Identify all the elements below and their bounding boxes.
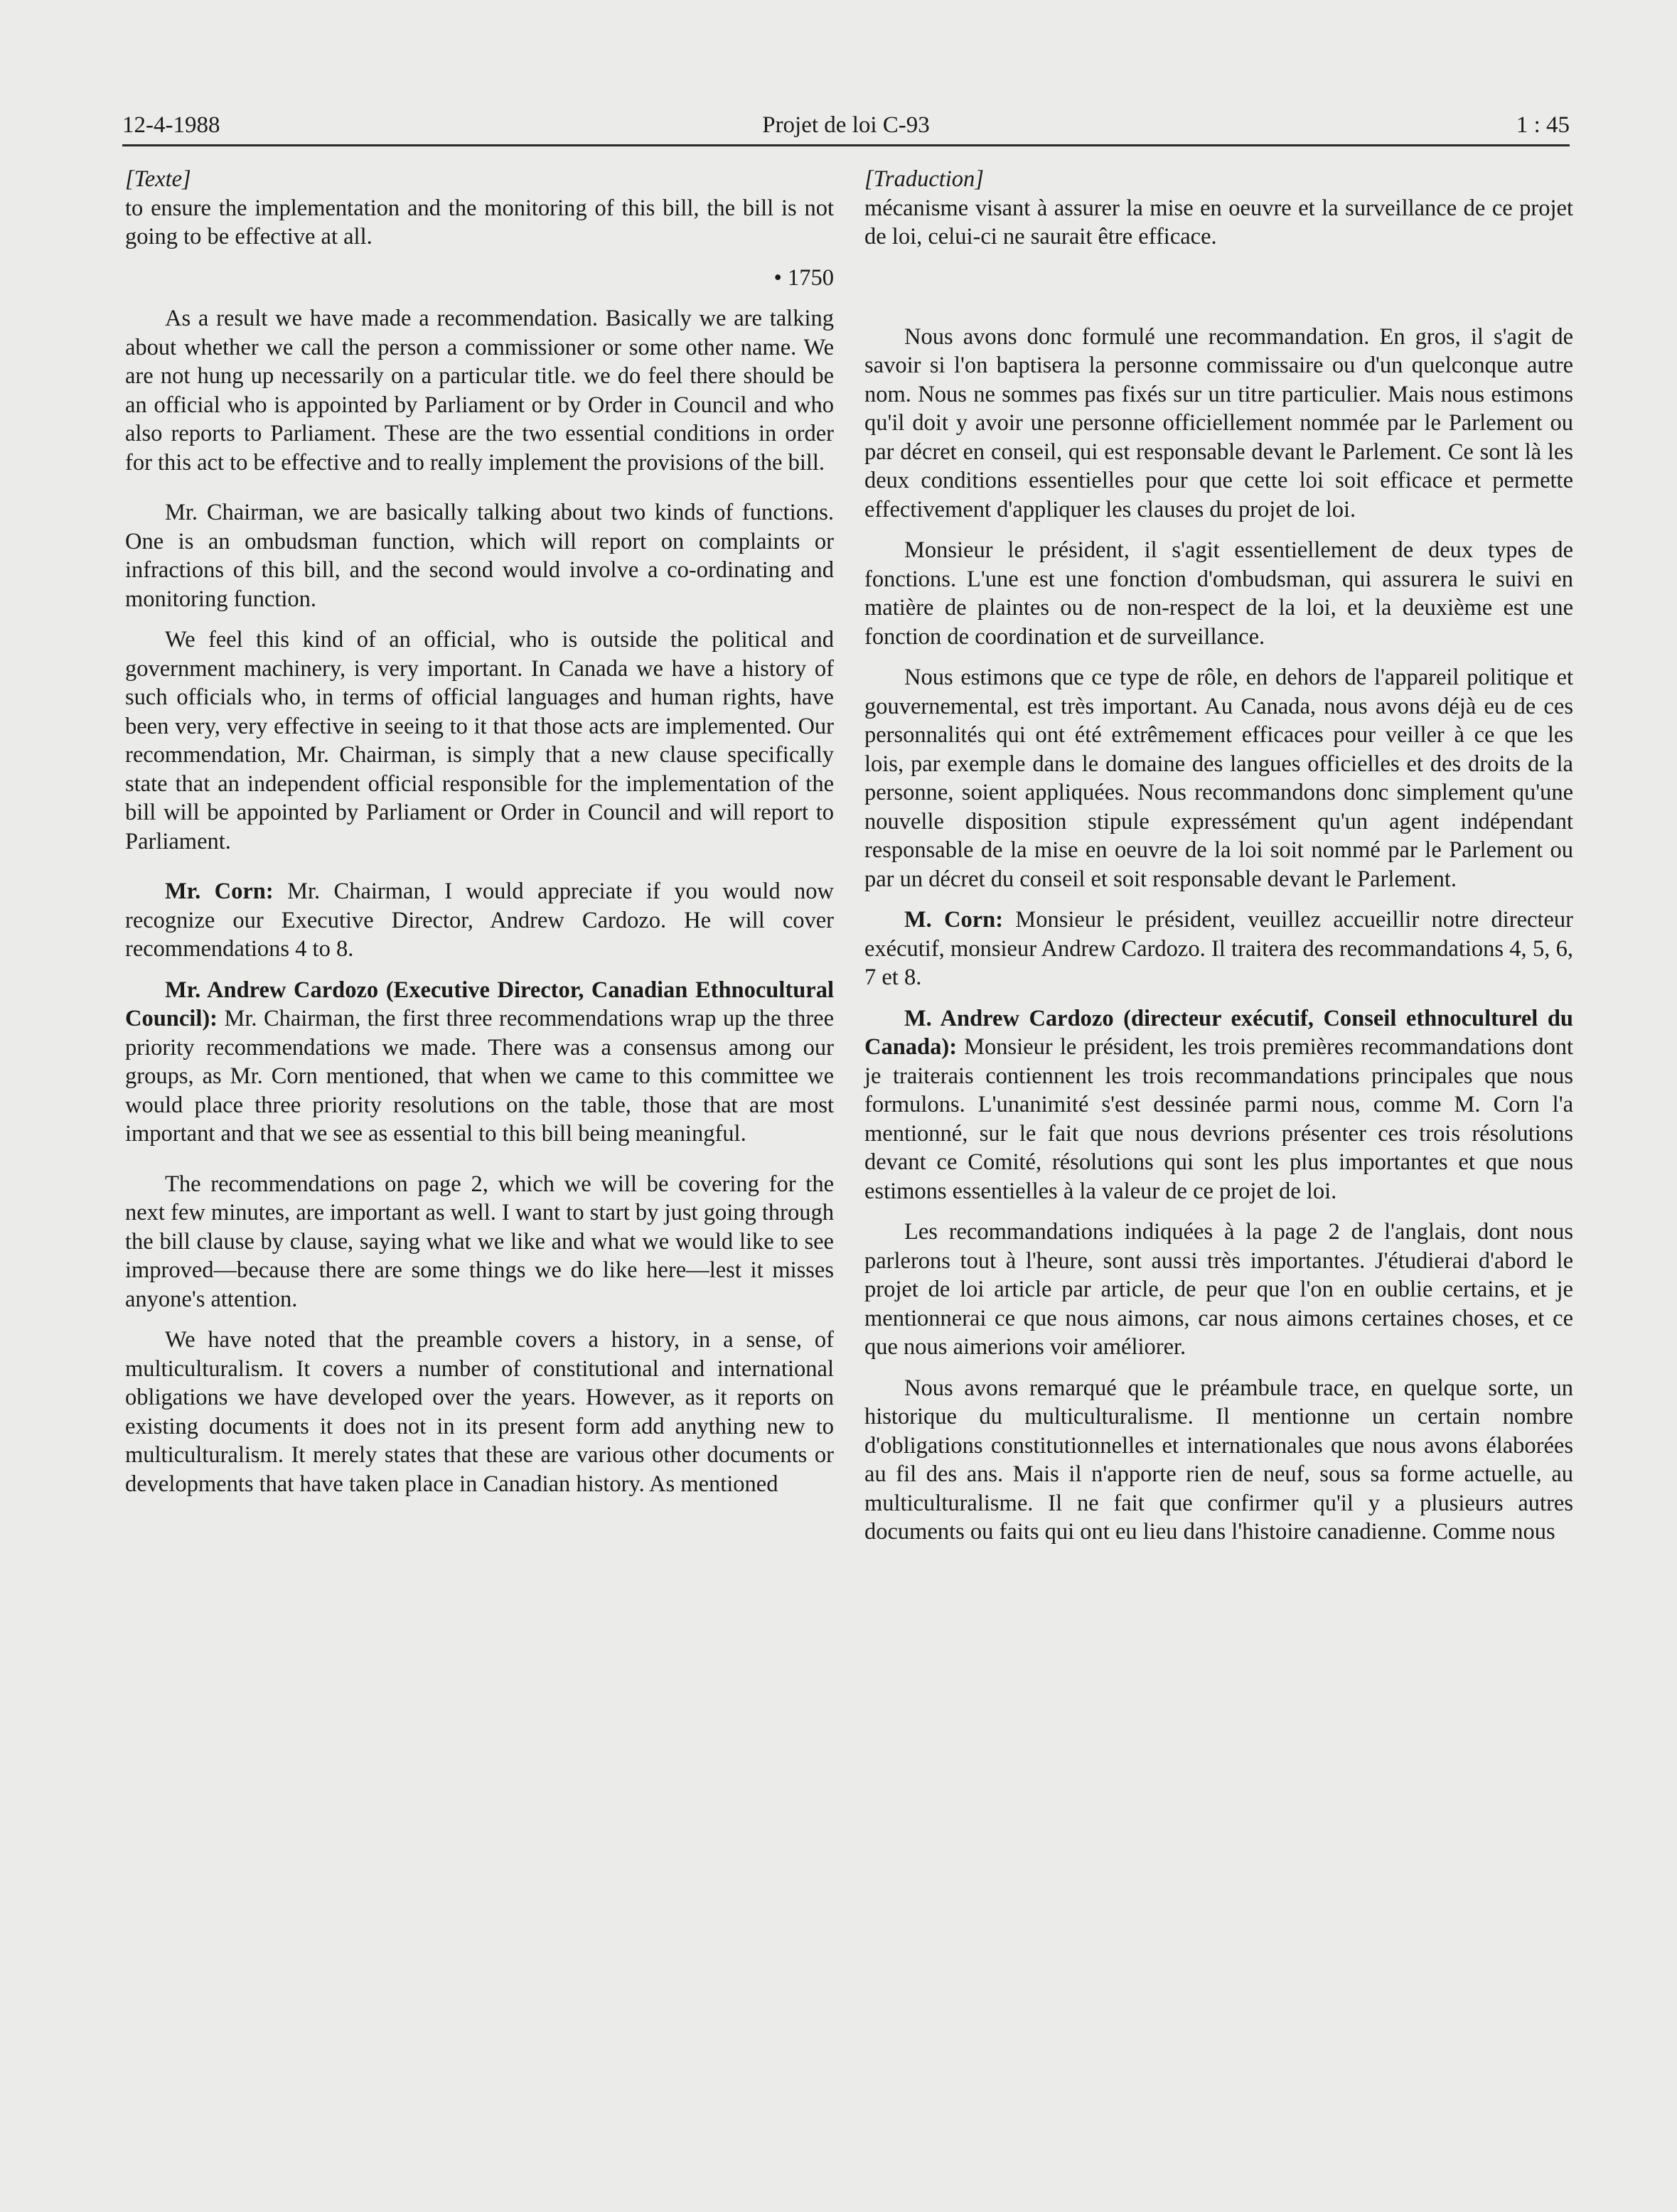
header-page-number: 1 : 45 bbox=[1516, 112, 1570, 138]
paragraph: Nous avons remarqué que le préambule trace, en quelque sorte, un historique du multiculturalisme. Il mentionne un certain nombre d'obligations constitutionnelles et internationales que nous avons élaborées au fil des ans. Mais il n'apporte rien de neuf, sous sa forme actuelle, au multiculturalisme. Il ne fait que confirmer qu'il y a plusieurs autres documents ou faits qui ont eu lieu dans l'histoire canadienne. Comme nous bbox=[864, 1375, 1573, 1545]
paragraph: Nous avons donc formulé une recommandation. En gros, il s'agit de savoir si l'on baptisera la personne commissaire ou d'un quelconque autre nom. Nous ne sommes pas fixés sur un titre particulier. Mais nous estimons qu'il doit y avoir une personne officiellement nommée par le Parlement ou par décret en conseil, qui est responsable devant le Parlement. Ce sont là les deux conditions essentielles pour que cette loi soit efficace et permette effectivement d'appliquer les clauses du projet de loi. bbox=[864, 323, 1573, 522]
speaker-name: Mr. Corn: bbox=[165, 879, 274, 904]
header-date: 12-4-1988 bbox=[122, 112, 220, 138]
french-column bbox=[864, 165, 1573, 1547]
column-label: [Traduction] bbox=[864, 166, 984, 192]
speaker-name: M. Andrew Cardozo (directeur exécutif, Conseil ethnoculturel du Canada): bbox=[864, 1005, 1573, 1060]
paragraph: Mr. Chairman, we are basically talking about two kinds of functions. One is an ombudsman function, which will report on complaints or infractions of this bill, and the second would involve a co-ordinating and monitoring function. bbox=[125, 500, 834, 612]
speech-text: Mr. Chairman, the first three recommendations wrap up the three priority recommendations we made. There was a consensus among our groups, as Mr. Corn mentioned, that when we came to this committee we would place three priority resolutions on the table, those that are most important and that we see as essential to this bill being meaningful. bbox=[125, 1006, 834, 1147]
paragraph: mécanisme visant à assurer la mise en oeuvre et la surveillance de ce projet de loi, celui-ci ne saurait être efficace. bbox=[864, 195, 1573, 249]
speech-text: Mr. Chairman, I would appreciate if you would now recognize our Executive Director, Andrew Cardozo. He will cover recommendations 4 to 8. bbox=[125, 879, 834, 962]
speaker-name: M. Corn: bbox=[904, 907, 1004, 933]
header-title: Projet de loi C-93 bbox=[762, 112, 930, 138]
paragraph: We feel this kind of an official, who is outside the political and government machinery, is very important. In Canada we have a history of such officials who, in terms of official languages and human rights, have been very, very effective in seeing to it that those acts are implemented. Our recommendation, Mr. Chairman, is simply that a new clause specifically state that an independent official responsible for the implementation of the bill will be appointed by Parliament or Order in Council and will report to Parliament. bbox=[125, 627, 834, 854]
paragraph: As a result we have made a recommendation. Basically we are talking about whether we call the person a commissioner or some other name. We are not hung up necessarily on a particular title. we do feel there should be an official who is appointed by Parliament or by Order in Council and who also reports to Parliament. These are the two essential conditions in order for this act to be effective and to really implement the provisions of the bill. bbox=[125, 306, 834, 476]
speaker-name: Mr. Andrew Cardozo (Executive Director, Canadian Ethnocultural Council): bbox=[125, 977, 834, 1031]
speaker-paragraph bbox=[864, 906, 1573, 992]
paragraph: to ensure the implementation and the monitoring of this bill, the bill is not going to be effective at all. bbox=[125, 195, 834, 249]
paragraph: Monsieur le président, il s'agit essentiellement de deux types de fonctions. L'une est une fonction d'ombudsman, qui assurera le suivi en matière de plaintes ou de non-respect de la loi, et la deuxième est une fonction de coordination et de surveillance. bbox=[864, 537, 1573, 650]
column-label: [Texte] bbox=[125, 166, 191, 192]
speech-text: Monsieur le président, les trois premières recommandations dont je traiterais contiennent les trois recommandations principales que nous formulons. L'unanimité s'est dessinée parmi nous, comme M. Corn l'a mentionné, sur le fait que nous devrions présenter ces trois résolutions devant ce Comité, résolutions qui sont les plus importantes et que nous estimons essentielles à la valeur de ce projet de loi. bbox=[864, 1034, 1573, 1204]
speaker-paragraph bbox=[864, 1004, 1573, 1206]
english-column bbox=[125, 165, 834, 1498]
speaker-paragraph bbox=[125, 877, 834, 964]
time-marker: • 1750 bbox=[773, 264, 834, 291]
paragraph: Les recommandations indiquées à la page 2 de l'anglais, dont nous parlerons tout à l'heure, sont aussi très importantes. J'étudierai d'abord le projet de loi article par article, de peur que l'on en oublie certains, et je mentionnerai ce que nous aimons, car nous aimons certaines choses, et ce que nous aimerions voir améliorer. bbox=[864, 1219, 1573, 1360]
page-header bbox=[122, 107, 1570, 144]
paragraph: Nous estimons que ce type de rôle, en dehors de l'appareil politique et gouvernemental, est très important. Au Canada, nous avons déjà eu de ces personnalités qui ont été extrêmement efficaces pour veiller à ce que les lois, par exemple dans le domaine des langues officielles et des droits de la personne, soient appliquées. Nous recommandons donc simplement qu'une nouvelle disposition stipule expressément qu'un agent indépendant responsable de la mise en oeuvre de la loi soit nommé par le Parlement ou par un décret du conseil et soit responsable devant le Parlement. bbox=[864, 665, 1573, 892]
header-rule bbox=[122, 144, 1570, 146]
paragraph: We have noted that the preamble covers a history, in a sense, of multiculturalism. It covers a number of constitutional and international obligations we have developed over the years. However, as it reports on existing documents it does not in its present form add anything new to multiculturalism. It merely states that these are various other documents or developments that have taken place in Canadian history. As mentioned bbox=[125, 1327, 834, 1497]
speaker-paragraph bbox=[125, 976, 834, 1149]
paragraph: The recommendations on page 2, which we will be covering for the next few minutes, are important as well. I want to start by just going through the bill clause by clause, saying what we like and what we would like to see improved—because there are some things we do like here—lest it misses anyone's attention. bbox=[125, 1171, 834, 1312]
speech-text: Monsieur le président, veuillez accueillir notre directeur exécutif, monsieur Andrew Cardozo. Il traitera des recommandations 4, 5, 6, 7 et 8. bbox=[864, 907, 1573, 990]
